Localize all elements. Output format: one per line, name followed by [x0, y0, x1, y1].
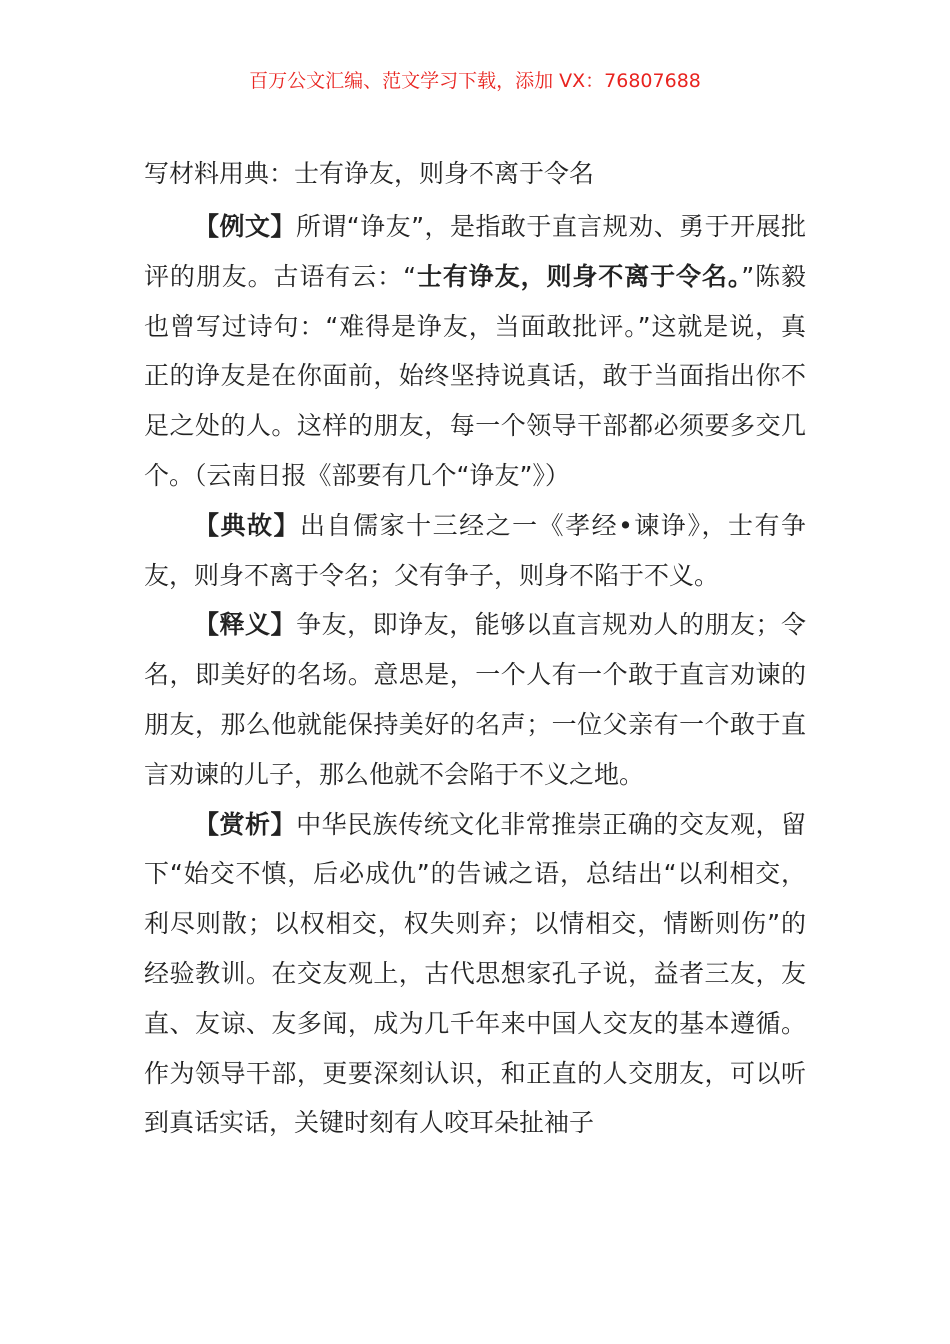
document-body — [144, 154, 806, 1148]
example-quote-bold: 士有诤友，则身不离于令名。 — [416, 261, 742, 291]
paragraph-example — [144, 202, 806, 501]
allusion-text: 出自儒家十三经之一《孝经•谏诤》，士有争友，则身不离于令名；父有争子，则身不陷于不义。 — [144, 510, 806, 590]
label-meaning: 【释义】 — [194, 610, 297, 640]
label-example: 【例文】 — [194, 212, 296, 241]
meaning-text: 争友，即诤友，能够以直言规劝人的朋友；令名，即美好的名场。意思是，一个人有一个敢于直言劝谏的朋友，那么他就能保持美好的名声；一位父亲有一个敢于直言劝谏的儿子，那么他就不会陷于不义之地。 — [144, 610, 806, 789]
document-title: 写材料用典：士有诤友，则身不离于令名 — [144, 159, 595, 188]
appreciation-text: 中华民族传统文化非常推崇正确的交友观，留下“始交不慎，后必成仇”的告诫之语，总结出“以利相交，利尽则散；以权相交，权失则弃；以情相交，情断则伤”的经验教训。在交友观上，古代思想家孔子说，益者三友，友直、友谅、友多闻，成为几千年来中国人交友的基本遵循。作为领导干部，更要深刻认识，和正直的人交朋友，可以听到真话实话，关键时刻有人咬耳朵扯袖子 — [144, 809, 806, 1138]
paragraph-appreciation — [144, 800, 806, 1149]
example-text-part-2: ”陈毅也曾写过诗句：“难得是诤友，当面敢批评。”这就是说，真正的诤友是在你面前，始终坚持说真话，敢于当面指出你不足之处的人。这样的朋友，每一个领导干部都必须要多交几个。（云南日报《部要有几个“诤友”》） — [144, 261, 807, 490]
label-appreciation: 【赏析】 — [194, 809, 297, 839]
watermark-header: 百万公文汇编、范文学习下载，添加 VX：76807688 — [249, 70, 701, 92]
paragraph-allusion — [144, 501, 806, 601]
paragraph-meaning — [144, 600, 806, 799]
example-text-part-1: 所谓“诤友”，是指敢于直言规劝、勇于开展批评的朋友。古语有云：“ — [144, 212, 806, 291]
label-allusion: 【典故】 — [194, 510, 301, 540]
